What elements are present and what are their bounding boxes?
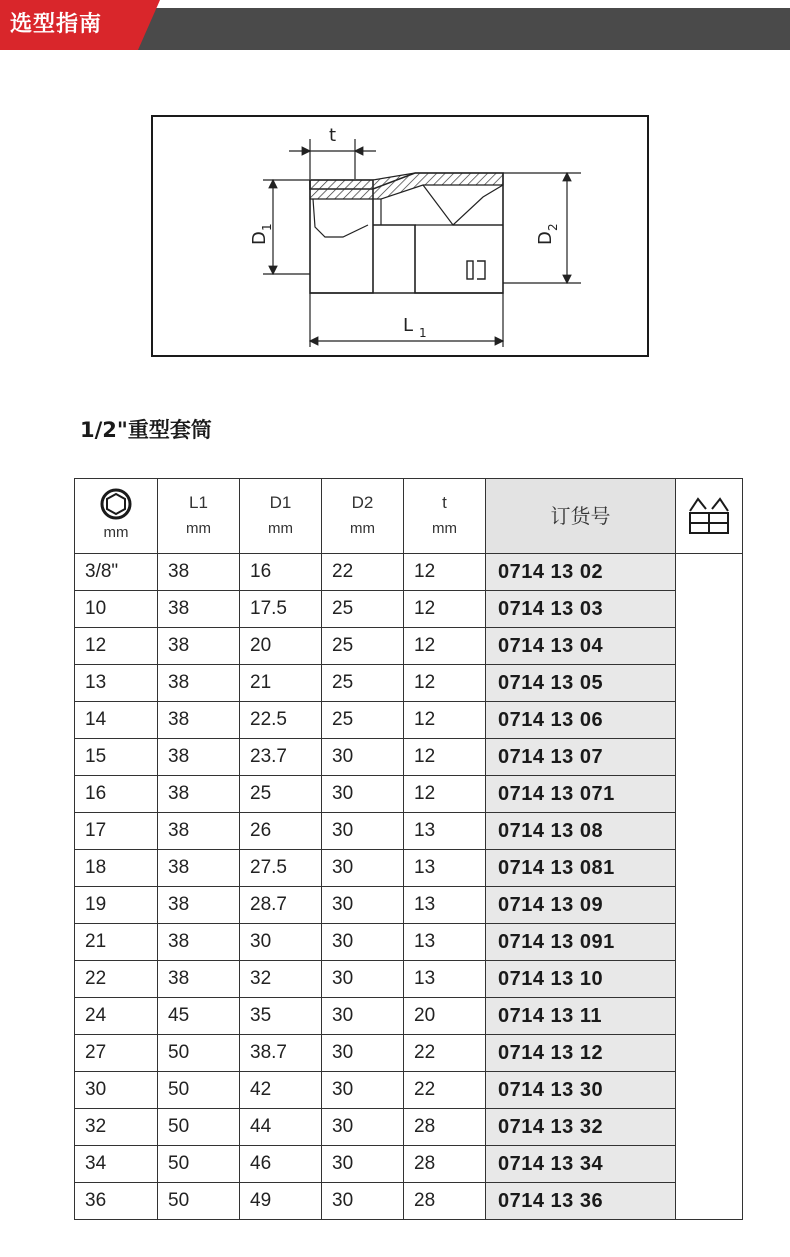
cell-l1: 38	[158, 628, 240, 665]
cell-t: 13	[404, 924, 486, 961]
cell-d2: 22	[322, 554, 404, 591]
cell-l1: 38	[158, 554, 240, 591]
cell-t: 22	[404, 1035, 486, 1072]
cell-l1: 38	[158, 739, 240, 776]
label-d1-sub: 1	[260, 223, 274, 231]
cell-t: 12	[404, 739, 486, 776]
table-row	[75, 924, 743, 961]
cell-size: 30	[75, 1072, 158, 1109]
cell-l1: 38	[158, 961, 240, 998]
hatched-section	[310, 173, 503, 199]
cell-d1: 49	[240, 1183, 322, 1220]
cell-size: 14	[75, 702, 158, 739]
cell-l1: 50	[158, 1072, 240, 1109]
cell-d2: 30	[322, 887, 404, 924]
cell-size: 19	[75, 887, 158, 924]
table-row	[75, 739, 743, 776]
header-t-symbol: t	[442, 493, 447, 512]
banner-title: 选型指南	[10, 12, 103, 37]
header-l1-unit: mm	[186, 520, 211, 537]
table-row	[75, 665, 743, 702]
cell-size: 17	[75, 813, 158, 850]
cell-l1: 38	[158, 591, 240, 628]
table-row	[75, 628, 743, 665]
socket-diagram	[151, 115, 649, 357]
cell-l1: 50	[158, 1109, 240, 1146]
cell-size: 22	[75, 961, 158, 998]
cell-d1: 38.7	[240, 1035, 322, 1072]
cell-l1: 38	[158, 887, 240, 924]
cell-d1: 42	[240, 1072, 322, 1109]
label-d2: D	[535, 231, 556, 245]
header-hex-unit: mm	[103, 524, 129, 541]
cell-size: 24	[75, 998, 158, 1035]
cell-t: 12	[404, 665, 486, 702]
cell-d2: 25	[322, 702, 404, 739]
cell-size: 27	[75, 1035, 158, 1072]
table-row	[75, 813, 743, 850]
cell-order-number: 0714 13 04	[486, 628, 676, 665]
table-row	[75, 961, 743, 998]
cell-t: 12	[404, 628, 486, 665]
cell-t: 28	[404, 1146, 486, 1183]
cell-l1: 38	[158, 702, 240, 739]
table-row	[75, 998, 743, 1035]
table-row	[75, 1146, 743, 1183]
table-header-row	[75, 479, 743, 554]
table-row	[75, 1109, 743, 1146]
cell-t: 12	[404, 591, 486, 628]
cell-size: 34	[75, 1146, 158, 1183]
cell-size: 10	[75, 591, 158, 628]
cell-t: 13	[404, 850, 486, 887]
cell-d2: 30	[322, 924, 404, 961]
header-d2	[322, 479, 404, 554]
cell-size: 18	[75, 850, 158, 887]
cell-order-number: 0714 13 091	[486, 924, 676, 961]
cell-d1: 30	[240, 924, 322, 961]
cell-d2: 30	[322, 961, 404, 998]
cell-d2: 30	[322, 1146, 404, 1183]
cell-order-number: 0714 13 05	[486, 665, 676, 702]
cell-t: 28	[404, 1183, 486, 1220]
cell-t: 13	[404, 887, 486, 924]
spec-table	[74, 478, 743, 1220]
cell-size: 36	[75, 1183, 158, 1220]
cell-d2: 30	[322, 850, 404, 887]
header-t-unit: mm	[432, 520, 457, 537]
header-d2-unit: mm	[350, 520, 375, 537]
label-t: t	[329, 125, 337, 146]
cell-l1: 38	[158, 665, 240, 702]
table-row	[75, 1072, 743, 1109]
cell-d2: 25	[322, 665, 404, 702]
cell-l1: 50	[158, 1183, 240, 1220]
cell-size: 15	[75, 739, 158, 776]
cell-d2: 30	[322, 813, 404, 850]
cell-d2: 30	[322, 776, 404, 813]
header-hex	[75, 479, 158, 554]
cell-l1: 38	[158, 813, 240, 850]
cell-order-number: 0714 13 081	[486, 850, 676, 887]
header-t	[404, 479, 486, 554]
cell-d1: 16	[240, 554, 322, 591]
cell-order-number: 0714 13 11	[486, 998, 676, 1035]
section-title: 1/2"重型套筒	[80, 418, 212, 442]
cell-d1: 32	[240, 961, 322, 998]
header-order-number: 订货号	[486, 479, 676, 554]
cell-d1: 23.7	[240, 739, 322, 776]
cell-d2: 30	[322, 739, 404, 776]
header-pack	[676, 479, 743, 554]
cell-order-number: 0714 13 08	[486, 813, 676, 850]
cell-d2: 30	[322, 1183, 404, 1220]
label-d1: D	[249, 231, 270, 245]
table-row	[75, 1183, 743, 1220]
cell-d1: 44	[240, 1109, 322, 1146]
cell-d1: 46	[240, 1146, 322, 1183]
cell-t: 20	[404, 998, 486, 1035]
cell-d2: 25	[322, 628, 404, 665]
cell-order-number: 0714 13 07	[486, 739, 676, 776]
cell-order-number: 0714 13 30	[486, 1072, 676, 1109]
cell-l1: 38	[158, 776, 240, 813]
table-row	[75, 850, 743, 887]
cell-size: 32	[75, 1109, 158, 1146]
cell-d1: 20	[240, 628, 322, 665]
table-body	[75, 554, 743, 1220]
table-row	[75, 702, 743, 739]
header-l1-symbol: L1	[189, 493, 208, 512]
cell-size: 3/8"	[75, 554, 158, 591]
header-banner	[0, 0, 790, 50]
cell-t: 28	[404, 1109, 486, 1146]
cell-l1: 50	[158, 1035, 240, 1072]
cell-d1: 27.5	[240, 850, 322, 887]
cell-d2: 30	[322, 998, 404, 1035]
cell-t: 12	[404, 776, 486, 813]
table-row	[75, 776, 743, 813]
label-d2-sub: 2	[546, 223, 560, 231]
cell-d1: 35	[240, 998, 322, 1035]
cell-t: 12	[404, 554, 486, 591]
cell-size: 21	[75, 924, 158, 961]
cell-order-number: 0714 13 06	[486, 702, 676, 739]
cell-d2: 25	[322, 591, 404, 628]
cell-order-number: 0714 13 03	[486, 591, 676, 628]
cell-d1: 28.7	[240, 887, 322, 924]
cell-d1: 26	[240, 813, 322, 850]
cell-d1: 25	[240, 776, 322, 813]
cell-t: 13	[404, 813, 486, 850]
cell-l1: 38	[158, 850, 240, 887]
table-row	[75, 887, 743, 924]
cell-d2: 30	[322, 1072, 404, 1109]
header-l1	[158, 479, 240, 554]
label-l1-sub: 1	[419, 326, 427, 340]
cell-order-number: 0714 13 071	[486, 776, 676, 813]
cell-t: 12	[404, 702, 486, 739]
cell-d1: 17.5	[240, 591, 322, 628]
header-d1-symbol: D1	[269, 493, 292, 512]
table-row	[75, 1035, 743, 1072]
cell-d2: 30	[322, 1109, 404, 1146]
table-row	[75, 591, 743, 628]
cell-pack-blank	[676, 554, 743, 1220]
cell-size: 12	[75, 628, 158, 665]
pack-box-icon	[686, 495, 732, 537]
header-d1	[240, 479, 322, 554]
cell-size: 13	[75, 665, 158, 702]
header-d1-unit: mm	[268, 520, 293, 537]
label-l1: L	[403, 315, 414, 336]
cell-d1: 22.5	[240, 702, 322, 739]
cell-size: 16	[75, 776, 158, 813]
cell-order-number: 0714 13 10	[486, 961, 676, 998]
hexagon-icon	[100, 488, 132, 520]
cell-order-number: 0714 13 34	[486, 1146, 676, 1183]
cell-t: 22	[404, 1072, 486, 1109]
cell-order-number: 0714 13 12	[486, 1035, 676, 1072]
header-d2-symbol: D2	[351, 493, 374, 512]
cell-t: 13	[404, 961, 486, 998]
cell-l1: 45	[158, 998, 240, 1035]
socket-drawing	[153, 117, 647, 355]
cell-l1: 50	[158, 1146, 240, 1183]
cell-order-number: 0714 13 02	[486, 554, 676, 591]
cell-d1: 21	[240, 665, 322, 702]
table-row	[75, 554, 743, 591]
cell-order-number: 0714 13 36	[486, 1183, 676, 1220]
cell-l1: 38	[158, 924, 240, 961]
cell-order-number: 0714 13 32	[486, 1109, 676, 1146]
cell-order-number: 0714 13 09	[486, 887, 676, 924]
cell-d2: 30	[322, 1035, 404, 1072]
